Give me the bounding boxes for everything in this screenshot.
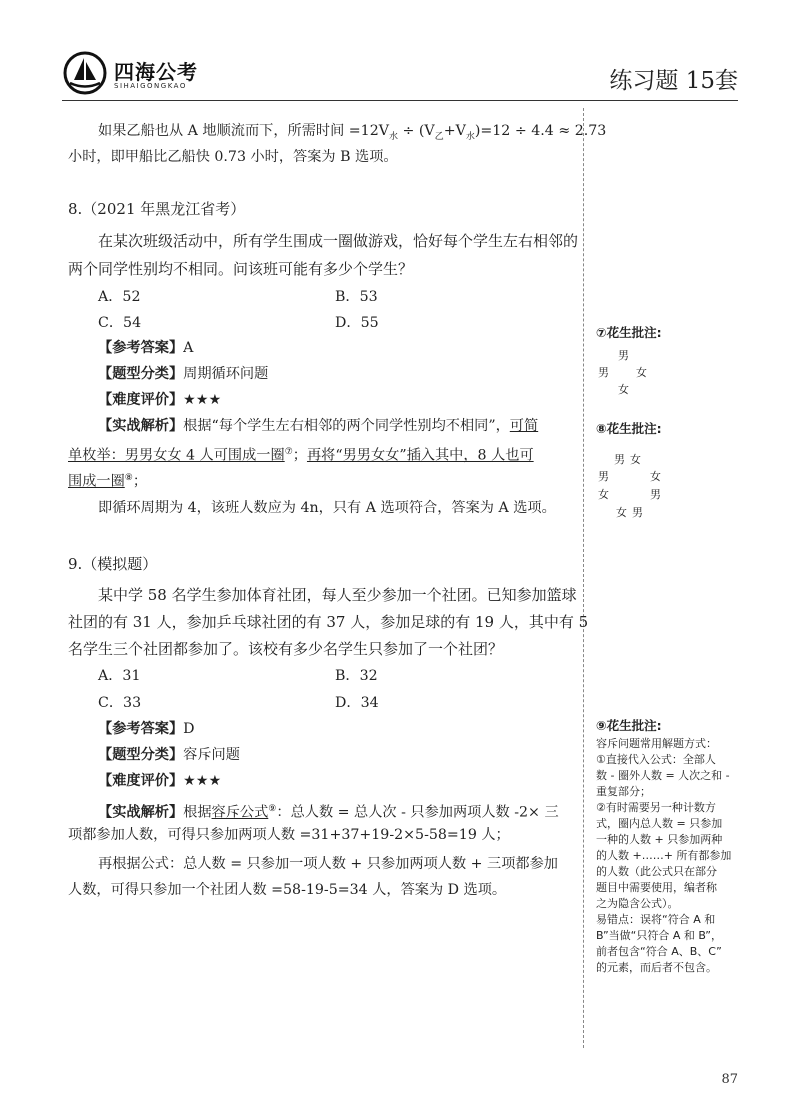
note-7-title: ⑦花生批注: <box>596 325 662 340</box>
intro-line-1: 如果乙船也从 A 地顺流而下，所需时间 $=12V_水 \div (V_乙+V_水)=12 \div 4.4 \approx 2.73$ <box>98 123 607 142</box>
q9-option-c: C．33 <box>98 695 142 711</box>
q9-title: 9.（模拟题） <box>68 555 158 573</box>
q9-option-b: B．32 <box>335 668 378 684</box>
q9-difficulty: 【难度评价】★★★ <box>98 773 222 789</box>
q9-type: 【题型分类】容斥问题 <box>98 747 240 763</box>
q8-stem-1: 在某次班级活动中，所有学生围成一圈做游戏，恰好每个学生左右相邻的 <box>98 232 579 250</box>
q8-option-b: B．53 <box>335 289 378 305</box>
note-9-line: 一种的人数 + 只参加两种 <box>596 833 723 846</box>
q8-analysis-2: 单枚举：男男女女 4 人可围成一圈⑦；再将“男男女女”插入其中，8 人也可 <box>68 447 534 464</box>
note-7-char: 女 <box>636 366 647 379</box>
header-divider <box>62 100 738 101</box>
page-number: 87 <box>721 1072 738 1087</box>
note-9-title: ⑨花生批注: <box>596 718 662 733</box>
q9-answer: 【参考答案】D <box>98 721 195 737</box>
note-9-line: 的人数 +……+ 所有都参加 <box>596 849 732 862</box>
q8-difficulty: 【难度评价】★★★ <box>98 392 222 408</box>
note-8-title: ⑧花生批注: <box>596 421 662 436</box>
note-9-line: 数 - 圈外人数 = 人次之和 - <box>596 769 730 782</box>
note-9-line: 之为隐含公式）。 <box>596 897 679 910</box>
note-8-char: 女 <box>616 506 627 519</box>
note-9-line: 重复部分； <box>596 785 651 798</box>
note-7-char: 男 <box>598 366 609 379</box>
note-9-line: 题目中需要使用，编者称 <box>596 881 717 894</box>
note-9-line: 的元素，而后者不包含。 <box>596 961 717 974</box>
q8-analysis-3: 围成一圈⑧； <box>68 473 148 490</box>
note-8-char: 男 <box>614 453 625 466</box>
note-9-line: 的人数（此公式只在部分 <box>596 865 717 878</box>
note-9-body <box>596 736 731 976</box>
q9-analysis-4: 人数，可得只参加一个社团人数 =58-19-5=34 人，答案为 D 选项。 <box>68 882 507 898</box>
sailboat-logo-icon <box>62 50 108 96</box>
q9-stem-3: 名学生三个社团都参加了。该校有多少名学生只参加了一个社团？ <box>68 640 504 658</box>
q8-analysis-4: 即循环周期为 4，该班人数应为 4n，只有 A 选项符合，答案为 A 选项。 <box>98 500 556 516</box>
q8-option-d: D．55 <box>335 315 379 331</box>
q9-analysis-3: 再根据公式：总人数 = 只参加一项人数 + 只参加两项人数 + 三项都参加 <box>98 856 558 872</box>
brand-subtitle: SIHAIGONGKAO <box>114 82 187 90</box>
q8-analysis-1: 【实战解析】根据“每个学生左右相邻的两个同学性别均不相同”，可简 <box>98 418 539 434</box>
note-8-char: 男 <box>598 470 609 483</box>
brand-logo <box>62 50 202 98</box>
q9-stem-1: 某中学 58 名学生参加体育社团，每人至少参加一个社团。已知参加篮球 <box>98 586 577 604</box>
brand-name: 四海公考 <box>114 60 198 84</box>
note-9-line: 式，圈内总人数 = 只参加 <box>596 817 723 830</box>
q8-title: 8.（2021 年黑龙江省考） <box>68 200 246 218</box>
q9-option-a: A．31 <box>98 668 141 684</box>
note-8-char: 女 <box>630 453 641 466</box>
note-8-char: 男 <box>632 506 643 519</box>
intro-line-2: 小时，即甲船比乙船快 0.73 小时，答案为 B 选项。 <box>68 149 398 165</box>
note-9-line: ②有时需要另一种计数方 <box>596 801 716 814</box>
note-8-char: 男 <box>650 488 661 501</box>
q8-answer: 【参考答案】A <box>98 340 194 356</box>
note-9-line: 容斥问题常用解题方式： <box>596 737 717 750</box>
note-8-char: 女 <box>598 488 609 501</box>
note-9-line: B”当做“只符合 A 和 B”， <box>596 929 722 942</box>
note-9-line: ①直接代入公式：全部人 <box>596 753 716 766</box>
q9-option-d: D．34 <box>335 695 379 711</box>
q8-option-c: C．54 <box>98 315 142 331</box>
note-8-char: 女 <box>650 470 661 483</box>
q9-stem-2: 社团的有 31 人，参加乒乓球社团的有 37 人，参加足球的有 19 人，其中有 5 <box>68 613 589 631</box>
q8-option-a: A．52 <box>98 289 141 305</box>
page-header-title: 练习题 15套 <box>609 68 738 94</box>
q9-analysis-1: 【实战解析】根据容斥公式⑨：总人数 = 总人次 - 只参加两项人数 -2× 三 <box>98 804 559 821</box>
note-7-char: 女 <box>618 383 629 396</box>
q9-analysis-2: 项都参加人数，可得只参加两项人数 =31+37+19-2×5-58=19 人； <box>68 827 510 843</box>
note-7-char: 男 <box>618 349 629 362</box>
margin-divider <box>583 108 584 1048</box>
q8-stem-2: 两个同学性别均不相同。问该班可能有多少个学生？ <box>68 260 414 278</box>
note-9-line: 易错点：误将“符合 A 和 <box>596 913 716 926</box>
q8-type: 【题型分类】周期循环问题 <box>98 366 269 382</box>
note-9-line: 前者包含“符合 A、B、C” <box>596 945 722 958</box>
